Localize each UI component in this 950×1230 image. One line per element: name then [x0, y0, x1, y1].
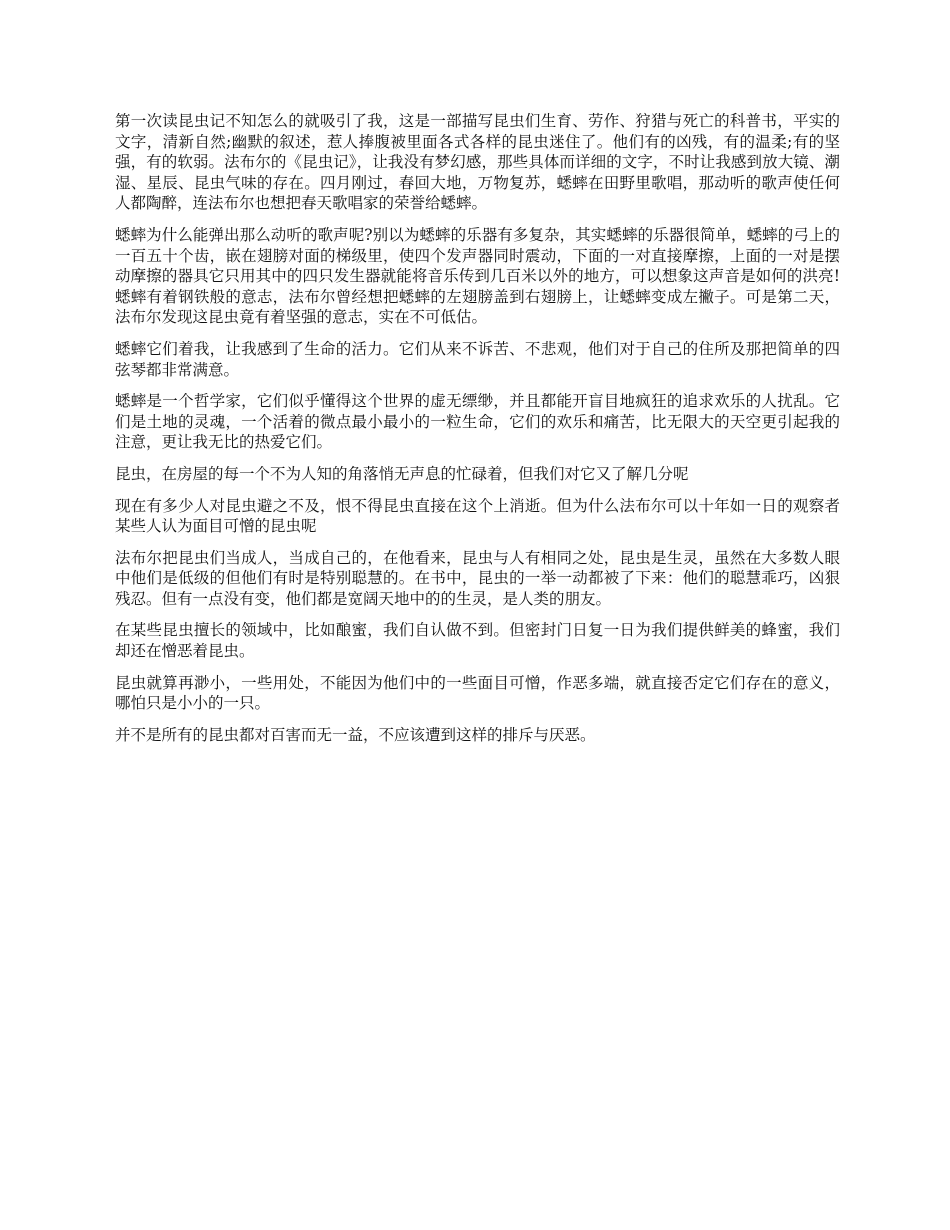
document-body	[115, 111, 840, 756]
paragraph-6: 现在有多少人对昆虫避之不及，恨不得昆虫直接在这个上消逝。但为什么法布尔可以十年如一日的观察者某些人认为面目可憎的昆虫呢	[115, 496, 840, 536]
paragraph-7: 法布尔把昆虫们当成人，当成自己的，在他看来，昆虫与人有相同之处，昆虫是生灵，虽然在大多数人眼中他们是低级的但他们有时是特别聪慧的。在书中，昆虫的一举一动都被了下来：他们的聪慧乖巧，凶狠残忍。但有一点没有变，他们都是宽阔天地中的的生灵，是人类的朋友。	[115, 548, 840, 608]
paragraph-5: 昆虫，在房屋的每一个不为人知的角落悄无声息的忙碌着，但我们对它又了解几分呢	[115, 464, 689, 483]
paragraph-10: 并不是所有的昆虫都对百害而无一益，不应该遭到这样的排斥与厌恶。	[115, 725, 596, 744]
paragraph-2: 蟋蟀为什么能弹出那么动听的歌声呢?别以为蟋蟀的乐器有多复杂，其实蟋蟀的乐器很简单，蟋蟀的弓上的一百五十个齿，嵌在翅膀对面的梯级里，使四个发声器同时震动，下面的一对直接摩擦，上面的一对是摆动摩擦的器具它只用其中的四只发生器就能将音乐传到几百米以外的地方，可以想象这声音是如何的洪亮!蟋蟀有着钢铁般的意志，法布尔曾经想把蟋蟀的左翅膀盖到右翅膀上，让蟋蟀变成左撇子。可是第二天，法布尔发现这昆虫竟有着坚强的意志，实在不可低估。	[115, 225, 840, 327]
paragraph-4: 蟋蟀是一个哲学家，它们似乎懂得这个世界的虚无缥缈，并且都能开盲目地疯狂的追求欢乐的人扰乱。它们是土地的灵魂，一个活着的微点最小最小的一粒生命，它们的欢乐和痛苦，比无限大的天空更引起我的注意，更让我无比的热爱它们。	[115, 392, 840, 452]
paragraph-1: 第一次读昆虫记不知怎么的就吸引了我，这是一部描写昆虫们生育、劳作、狩猎与死亡的科普书，平实的文字，清新自然;幽默的叙述，惹人捧腹被里面各式各样的昆虫迷住了。他们有的凶残，有的温柔;有的坚强，有的软弱。法布尔的《昆虫记》，让我没有梦幻感，那些具体而详细的文字，不时让我感到放大镜、潮湿、星辰、昆虫气味的存在。四月刚过，春回大地，万物复苏，蟋蟀在田野里歌唱，那动听的歌声使任何人都陶醉，连法布尔也想把春天歌唱家的荣誉给蟋蟀。	[115, 112, 840, 213]
paragraph-9: 昆虫就算再渺小，一些用处，不能因为他们中的一些面目可憎，作恶多端，就直接否定它们存在的意义，哪怕只是小小的一只。	[115, 673, 840, 713]
paragraph-3: 蟋蟀它们着我，让我感到了生命的活力。它们从来不诉苦、不悲观，他们对于自己的住所及那把简单的四弦琴都非常满意。	[115, 339, 840, 379]
paragraph-8: 在某些昆虫擅长的领域中，比如酿蜜，我们自认做不到。但密封门日复一日为我们提供鲜美的蜂蜜，我们却还在憎恶着昆虫。	[115, 621, 840, 661]
